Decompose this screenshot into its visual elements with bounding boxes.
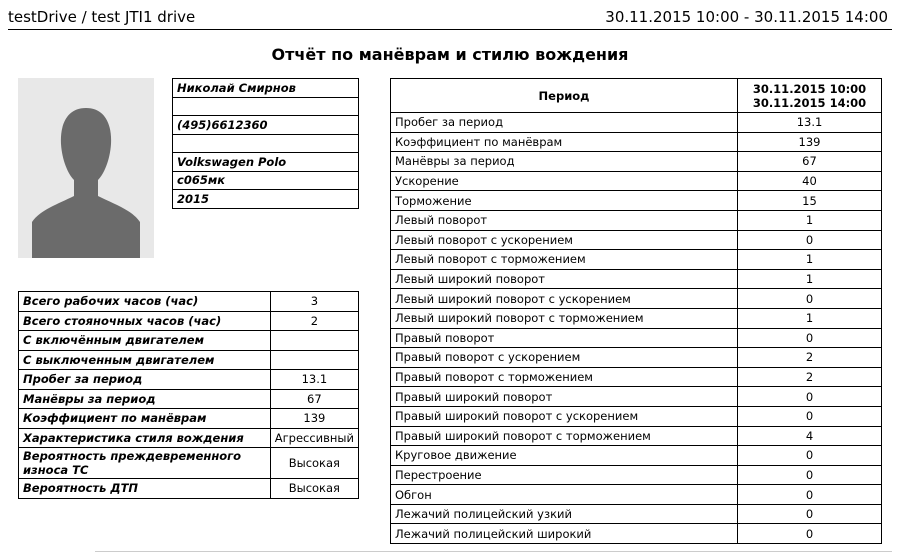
table-row — [19, 311, 359, 331]
summary-label: Всего стояночных часов (час) — [19, 311, 271, 331]
table-row — [391, 524, 882, 544]
table-row — [391, 191, 882, 211]
period-label: Правый широкий поворот с торможением — [391, 426, 738, 446]
summary-label: Вероятность ДТП — [19, 479, 271, 499]
period-label: Правый поворот с ускорением — [391, 348, 738, 368]
period-label: Левый поворот — [391, 210, 738, 230]
period-label: Лежачий полицейский широкий — [391, 524, 738, 544]
page-title: Отчёт по манёврам и стилю вождения — [271, 45, 629, 64]
period-label: Левый поворот с ускорением — [391, 230, 738, 250]
table-row — [391, 210, 882, 230]
table-row — [391, 308, 882, 328]
summary-value: 13.1 — [270, 370, 358, 390]
vehicle-model: Volkswagen Polo — [173, 153, 359, 172]
summary-value: 139 — [270, 409, 358, 429]
table-row — [19, 350, 359, 370]
avatar-icon — [18, 78, 154, 258]
header-divider — [8, 29, 892, 30]
period-value: 2 — [738, 367, 882, 387]
table-row — [391, 269, 882, 289]
period-label: Левый поворот с торможением — [391, 250, 738, 270]
summary-value — [270, 331, 358, 351]
period-label: Левый широкий поворот с ускорением — [391, 289, 738, 309]
table-row — [391, 446, 882, 466]
summary-label: Вероятность преждевременного износа ТС — [19, 448, 271, 479]
summary-label: Коэффициент по манёврам — [19, 409, 271, 429]
table-row — [19, 409, 359, 429]
period-header-range — [738, 79, 882, 113]
period-label: Коэффициент по манёврам — [391, 132, 738, 152]
period-value: 0 — [738, 328, 882, 348]
period-value: 1 — [738, 250, 882, 270]
summary-label: С выключенным двигателем — [19, 350, 271, 370]
period-label: Правый поворот — [391, 328, 738, 348]
vehicle-year: 2015 — [173, 190, 359, 209]
table-row — [391, 230, 882, 250]
period-label: Ускорение — [391, 171, 738, 191]
period-label: Правый поворот с торможением — [391, 367, 738, 387]
period-value: 1 — [738, 308, 882, 328]
period-to: 30.11.2015 14:00 — [752, 95, 867, 110]
table-row — [391, 367, 882, 387]
period-value: 0 — [738, 446, 882, 466]
report-source: testDrive / test JTI1 drive — [8, 8, 196, 26]
period-label: Перестроение — [391, 465, 738, 485]
summary-label: Характеристика стиля вождения — [19, 428, 271, 448]
period-value: 1 — [738, 269, 882, 289]
table-row — [391, 504, 882, 524]
summary-value — [270, 350, 358, 370]
summary-value: Агрессивный — [270, 428, 358, 448]
period-label: Пробег за период — [391, 113, 738, 133]
table-row — [19, 448, 359, 479]
summary-label: С включённым двигателем — [19, 331, 271, 351]
table-row — [391, 171, 882, 191]
table-row — [391, 328, 882, 348]
table-row — [19, 370, 359, 390]
summary-value: 67 — [270, 389, 358, 409]
summary-value: Высокая — [270, 448, 358, 479]
period-label: Манёвры за период — [391, 152, 738, 172]
table-row — [391, 387, 882, 407]
summary-value: Высокая — [270, 479, 358, 499]
table-row — [391, 406, 882, 426]
period-value: 0 — [738, 485, 882, 505]
table-row — [391, 289, 882, 309]
period-label: Правый широкий поворот с ускорением — [391, 406, 738, 426]
summary-value: 3 — [270, 292, 358, 312]
table-row — [391, 465, 882, 485]
period-value: 2 — [738, 348, 882, 368]
period-value: 0 — [738, 465, 882, 485]
period-label: Торможение — [391, 191, 738, 211]
period-value: 40 — [738, 171, 882, 191]
driver-photo-placeholder — [18, 78, 154, 258]
period-label: Круговое движение — [391, 446, 738, 466]
table-row — [391, 348, 882, 368]
report-date-range: 30.11.2015 10:00 - 30.11.2015 14:00 — [605, 8, 888, 26]
period-value: 139 — [738, 132, 882, 152]
period-value: 67 — [738, 152, 882, 172]
table-row — [19, 428, 359, 448]
page-bottom-divider — [95, 551, 892, 552]
period-value: 0 — [738, 524, 882, 544]
period-label: Обгон — [391, 485, 738, 505]
period-label: Правый широкий поворот — [391, 387, 738, 407]
period-value: 0 — [738, 289, 882, 309]
driver-name: Николай Смирнов — [173, 79, 359, 98]
table-row — [391, 250, 882, 270]
period-value: 0 — [738, 387, 882, 407]
period-value: 1 — [738, 210, 882, 230]
table-row — [19, 479, 359, 499]
table-row — [391, 426, 882, 446]
table-row — [391, 152, 882, 172]
table-row — [19, 389, 359, 409]
period-value: 15 — [738, 191, 882, 211]
summary-label: Манёвры за период — [19, 389, 271, 409]
period-from: 30.11.2015 10:00 — [752, 81, 867, 96]
period-label: Левый широкий поворот с торможением — [391, 308, 738, 328]
table-header-row — [391, 79, 882, 113]
driver-info-table — [172, 78, 359, 209]
table-row — [391, 485, 882, 505]
summary-label: Всего рабочих часов (час) — [19, 292, 271, 312]
driver-blank — [173, 97, 359, 116]
period-label: Левый широкий поворот — [391, 269, 738, 289]
period-value: 13.1 — [738, 113, 882, 133]
period-table — [390, 78, 882, 544]
period-header-label: Период — [391, 79, 738, 113]
vehicle-plate: с065мк — [173, 171, 359, 190]
table-row — [391, 113, 882, 133]
period-value: 4 — [738, 426, 882, 446]
summary-label: Пробег за период — [19, 370, 271, 390]
period-value: 0 — [738, 504, 882, 524]
summary-value: 2 — [270, 311, 358, 331]
period-value: 0 — [738, 230, 882, 250]
period-value: 0 — [738, 406, 882, 426]
summary-table — [18, 291, 359, 499]
table-row — [19, 331, 359, 351]
driver-phone: (495)6612360 — [173, 116, 359, 135]
table-row — [391, 132, 882, 152]
table-row — [19, 292, 359, 312]
period-label: Лежачий полицейский узкий — [391, 504, 738, 524]
driver-blank — [173, 134, 359, 153]
